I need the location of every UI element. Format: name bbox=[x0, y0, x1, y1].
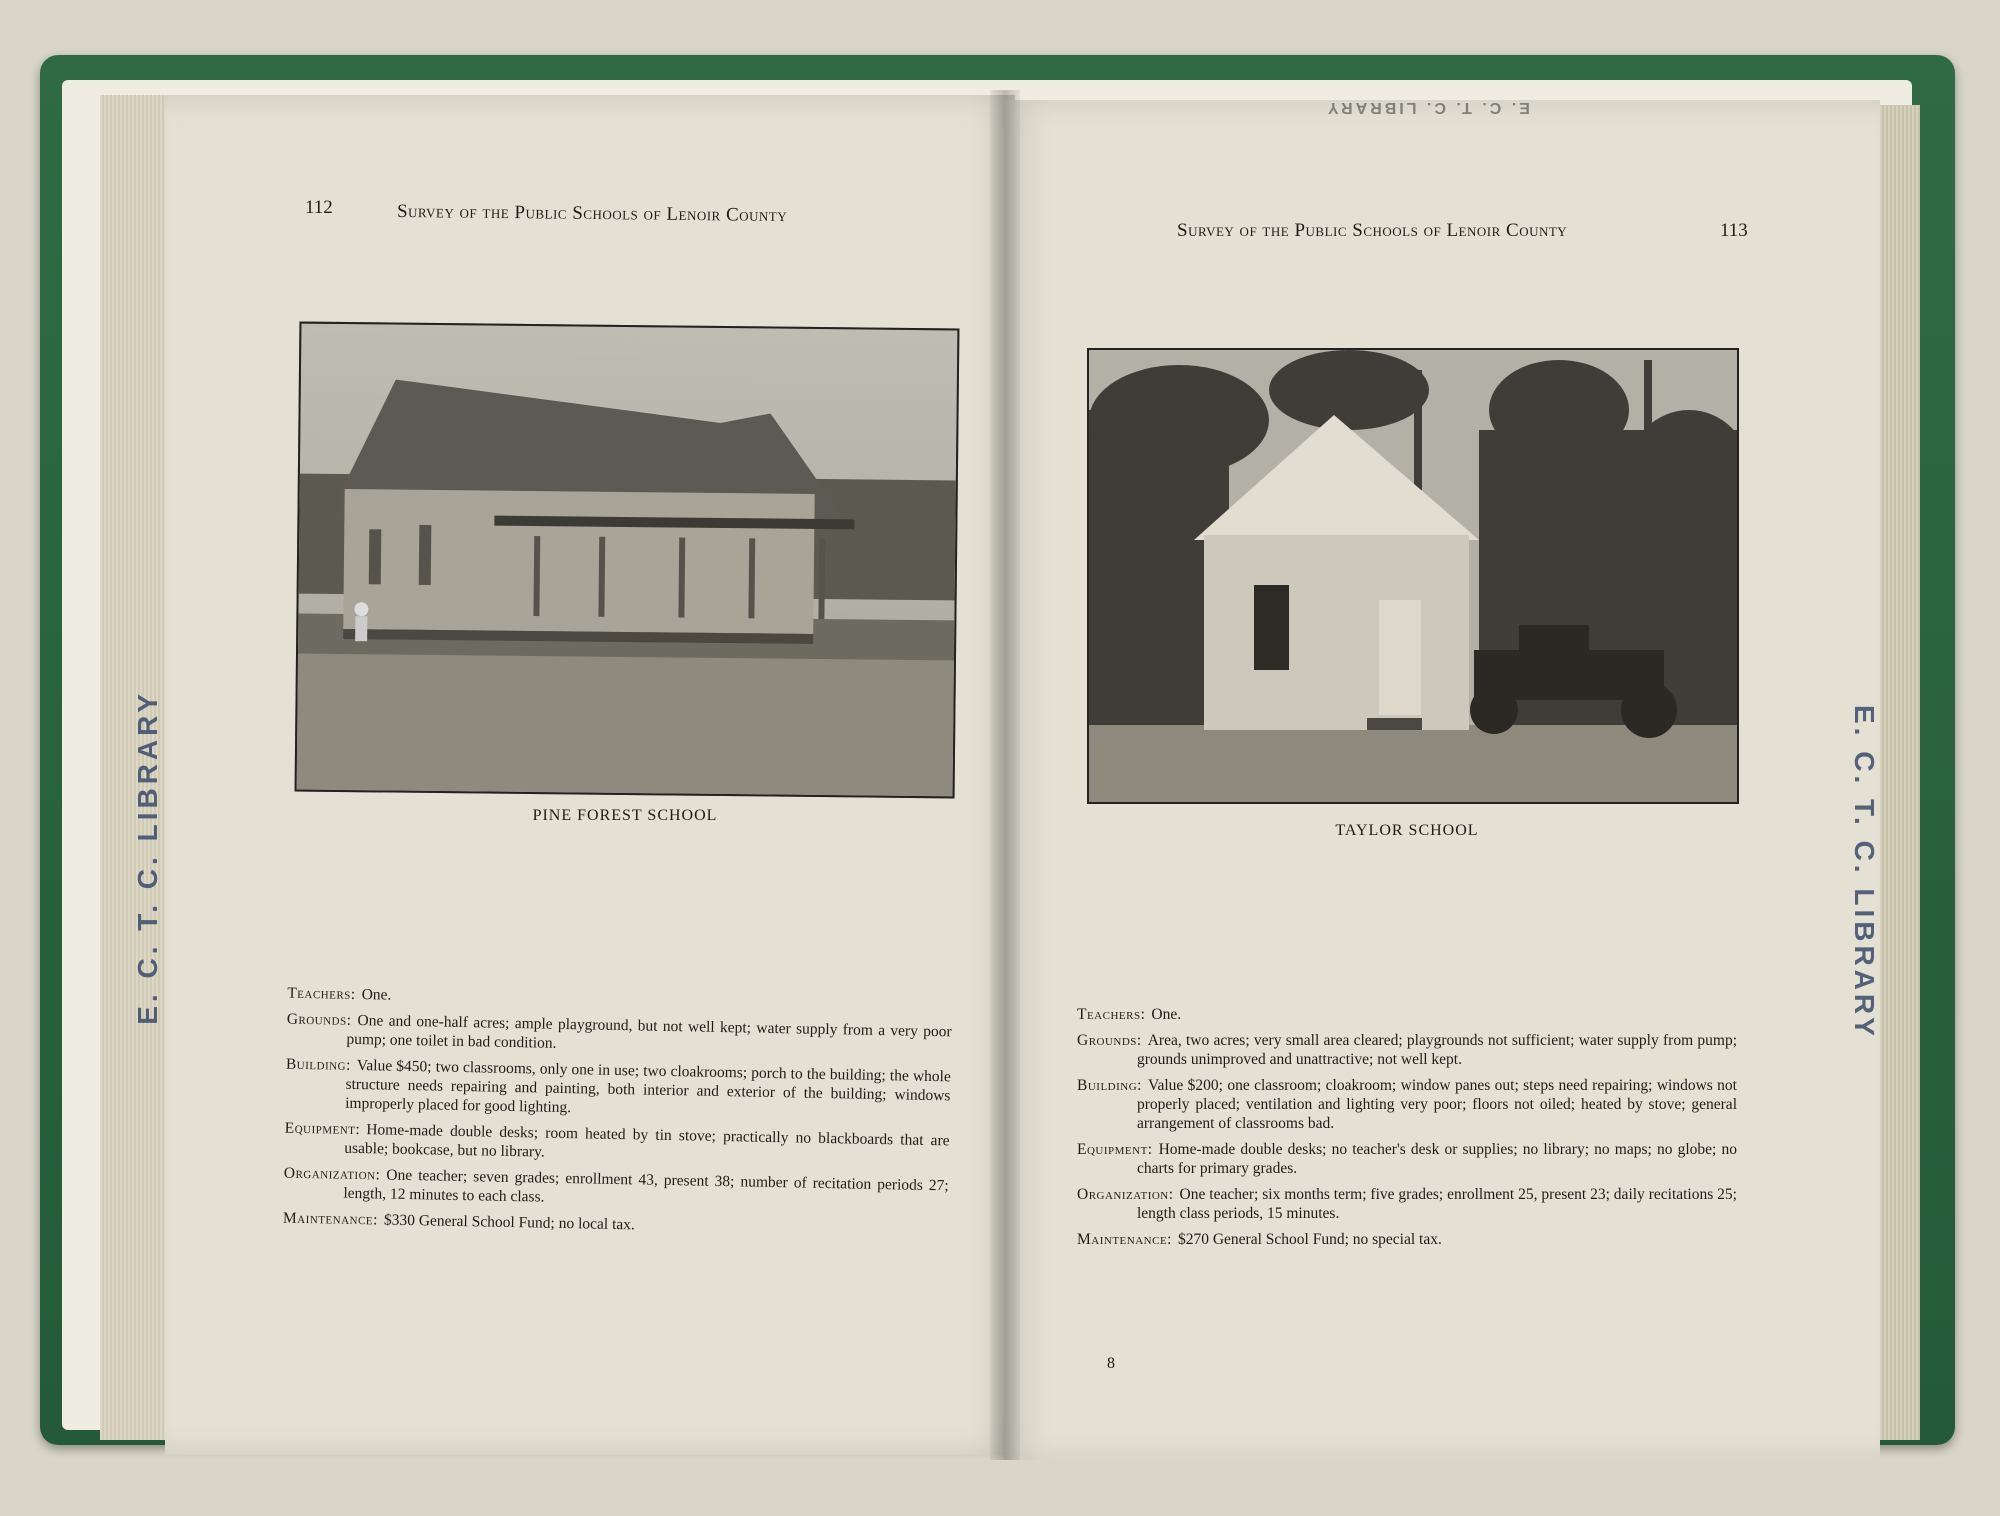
right-entries bbox=[1077, 1005, 1737, 1256]
pine-forest-caption: PINE FOREST SCHOOL bbox=[532, 807, 718, 824]
taylor-caption: TAYLOR SCHOOL bbox=[1335, 822, 1479, 839]
left-entry-text: Home-made double desks; room heated by tin stove; practically no blackboards that are usable; bookcase, but no library. bbox=[344, 1121, 950, 1161]
right-entry-text: One. bbox=[1151, 1006, 1182, 1023]
right-entry-label: Grounds: bbox=[1077, 1032, 1142, 1049]
book-gutter bbox=[990, 90, 1020, 1460]
left-library-stamp: E. C. T. C. LIBRARY bbox=[132, 690, 163, 1025]
right-entry-text: Area, two acres; very small area cleared; playgrounds not sufficient; water supply from pump; grounds unimproved and unattractive; not well kept. bbox=[1137, 1032, 1737, 1068]
left-entry-label: Equipment: bbox=[284, 1119, 361, 1139]
left-entry-text: One teacher; seven grades; enrollment 43, present 38; number of recitation periods 27; length, 12 minutes to each class. bbox=[343, 1166, 949, 1206]
right-entry-organization bbox=[1077, 1185, 1737, 1223]
right-entry-building bbox=[1077, 1076, 1737, 1133]
signature-mark: 8 bbox=[1107, 1355, 1115, 1372]
right-entry-teachers bbox=[1077, 1005, 1737, 1024]
left-entry-label: Grounds: bbox=[286, 1010, 352, 1029]
right-entry-label: Organization: bbox=[1077, 1186, 1174, 1203]
taylor-school-photo bbox=[1087, 348, 1739, 804]
right-page bbox=[1005, 100, 1880, 1460]
right-library-stamp: E. C. T. C. LIBRARY bbox=[1849, 705, 1880, 1040]
left-entry-label: Building: bbox=[285, 1055, 352, 1074]
right-entry-label: Teachers: bbox=[1077, 1006, 1146, 1023]
left-page bbox=[165, 95, 1015, 1455]
left-entry-label: Organization: bbox=[283, 1164, 381, 1184]
right-entry-text: Value $200; one classroom; cloakroom; window panes out; steps need repairing; windows not properly placed; ventilation and lighting very poor; floors not oiled; heated by stove; general arrangement of classrooms bad. bbox=[1137, 1077, 1737, 1132]
right-entry-grounds bbox=[1077, 1031, 1737, 1069]
left-entry-organization bbox=[283, 1164, 949, 1215]
left-entry-label: Teachers: bbox=[287, 984, 356, 1003]
right-entry-text: $270 General School Fund; no special tax. bbox=[1177, 1231, 1442, 1248]
right-entry-label: Building: bbox=[1077, 1077, 1142, 1094]
left-entry-maintenance bbox=[283, 1209, 948, 1241]
left-entry-grounds bbox=[286, 1010, 952, 1061]
right-entry-text: Home-made double desks; no teacher's desk or supplies; no library; no maps; no globe; no charts for primary grades. bbox=[1137, 1141, 1737, 1177]
taylor-school-photo-image bbox=[1089, 350, 1737, 802]
pine-forest-school-photo bbox=[295, 322, 960, 799]
pine-forest-school-photo-image bbox=[297, 324, 958, 797]
left-entry-label: Maintenance: bbox=[282, 1209, 379, 1229]
right-page-number: 113 bbox=[1720, 220, 1748, 241]
right-entry-maintenance bbox=[1077, 1230, 1737, 1249]
left-running-head: Survey of the Public Schools of Lenoir County bbox=[396, 200, 788, 227]
left-page-number: 112 bbox=[305, 197, 333, 218]
right-entry-equipment bbox=[1077, 1140, 1737, 1178]
left-entries bbox=[283, 984, 953, 1248]
left-entry-text: Value $450; two classrooms, only one in use; two cloakrooms; porch to the building; the whole structure needs repairing and painting, both interior and exterior of the building; windows improperly placed for good lighting. bbox=[345, 1056, 951, 1117]
left-entry-equipment bbox=[284, 1119, 950, 1170]
left-entry-building bbox=[285, 1055, 951, 1125]
right-running-head: Survey of the Public Schools of Lenoir County bbox=[1177, 220, 1568, 241]
right-entry-label: Maintenance: bbox=[1077, 1231, 1172, 1248]
left-entry-text: One. bbox=[361, 986, 392, 1004]
left-entry-text: $330 General School Fund; no local tax. bbox=[383, 1211, 636, 1234]
right-entry-label: Equipment: bbox=[1077, 1141, 1153, 1158]
top-library-stamp: E. C. T. C. LIBRARY bbox=[1325, 99, 1530, 116]
left-entry-text: One and one-half acres; ample playground, but not well kept; water supply from a very poor pump; one toilet in bad condition. bbox=[346, 1011, 952, 1052]
right-entry-text: One teacher; six months term; five grades; enrollment 25, present 23; daily recitations 25; length class periods, 15 minutes. bbox=[1137, 1186, 1737, 1222]
